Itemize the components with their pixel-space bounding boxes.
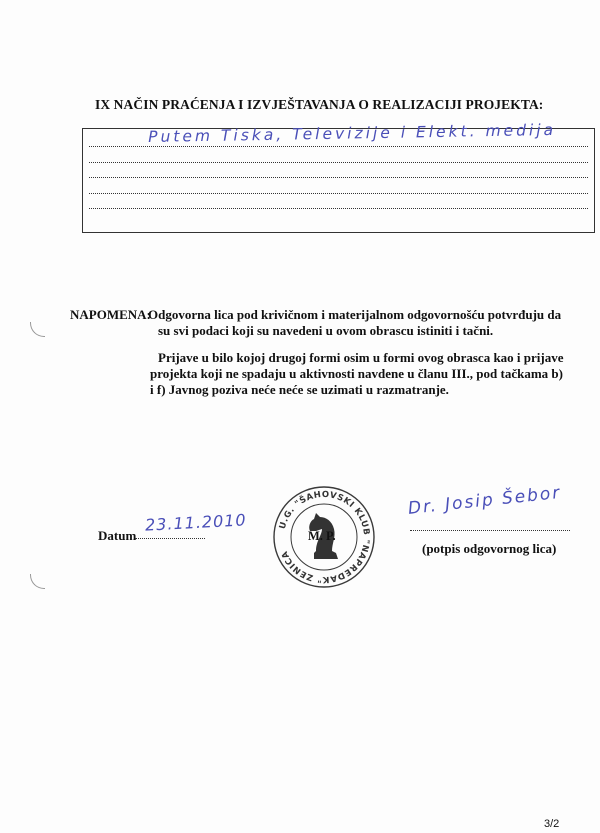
section-heading: IX NAČIN PRAĆENJA I IZVJEŠTAVANJA O REALIZACIJI PROJEKTA:: [95, 97, 544, 112]
handwritten-answer: Putem Tiska, Televizije i Elekt. medija: [148, 120, 557, 146]
note-paragraph-line-1: Prijave u bilo kojoj drugoj formi osim u formi ovog obrasca kao i prijave: [158, 350, 564, 365]
dotted-line: [89, 208, 588, 209]
dotted-line: [89, 193, 588, 194]
note-paragraph-line-2: projekta koji ne spadaju u aktivnosti navdene u članu III., pod tačkama b): [150, 366, 563, 381]
dotted-line: [89, 146, 588, 147]
page-number: 3/2: [544, 818, 560, 830]
signature-dotted-line: [410, 530, 570, 531]
note-label: NAPOMENA:: [70, 307, 151, 322]
signature-label: (potpis odgovornog lica): [422, 541, 557, 556]
dotted-line: [89, 177, 588, 178]
dotted-line: [89, 162, 588, 163]
stamp-ring-text: U.G. "ŠAHOVSKI KLUB "NAPREDAK" ZENICA: [277, 489, 372, 585]
mp-label: M. P.: [308, 529, 336, 543]
datum-label: Datum: [98, 528, 137, 543]
handwritten-signature: Dr. Josip Šebor: [407, 482, 563, 519]
note-line-2: su svi podaci koji su navedeni u ovom obrascu istiniti i tačni.: [158, 323, 494, 338]
note-paragraph-line-3: i f) Javnog poziva neće neće se uzimati u razmatranje.: [150, 382, 449, 397]
punch-hole-mark: [30, 322, 45, 337]
handwritten-date: 23.11.2010: [144, 510, 248, 535]
note-line-1: Odgovorna lica pod krivičnom i materijalnom odgovornošću potvrđuju da: [148, 307, 562, 322]
datum-dotted-line: [135, 538, 205, 539]
punch-hole-mark: [30, 574, 45, 589]
